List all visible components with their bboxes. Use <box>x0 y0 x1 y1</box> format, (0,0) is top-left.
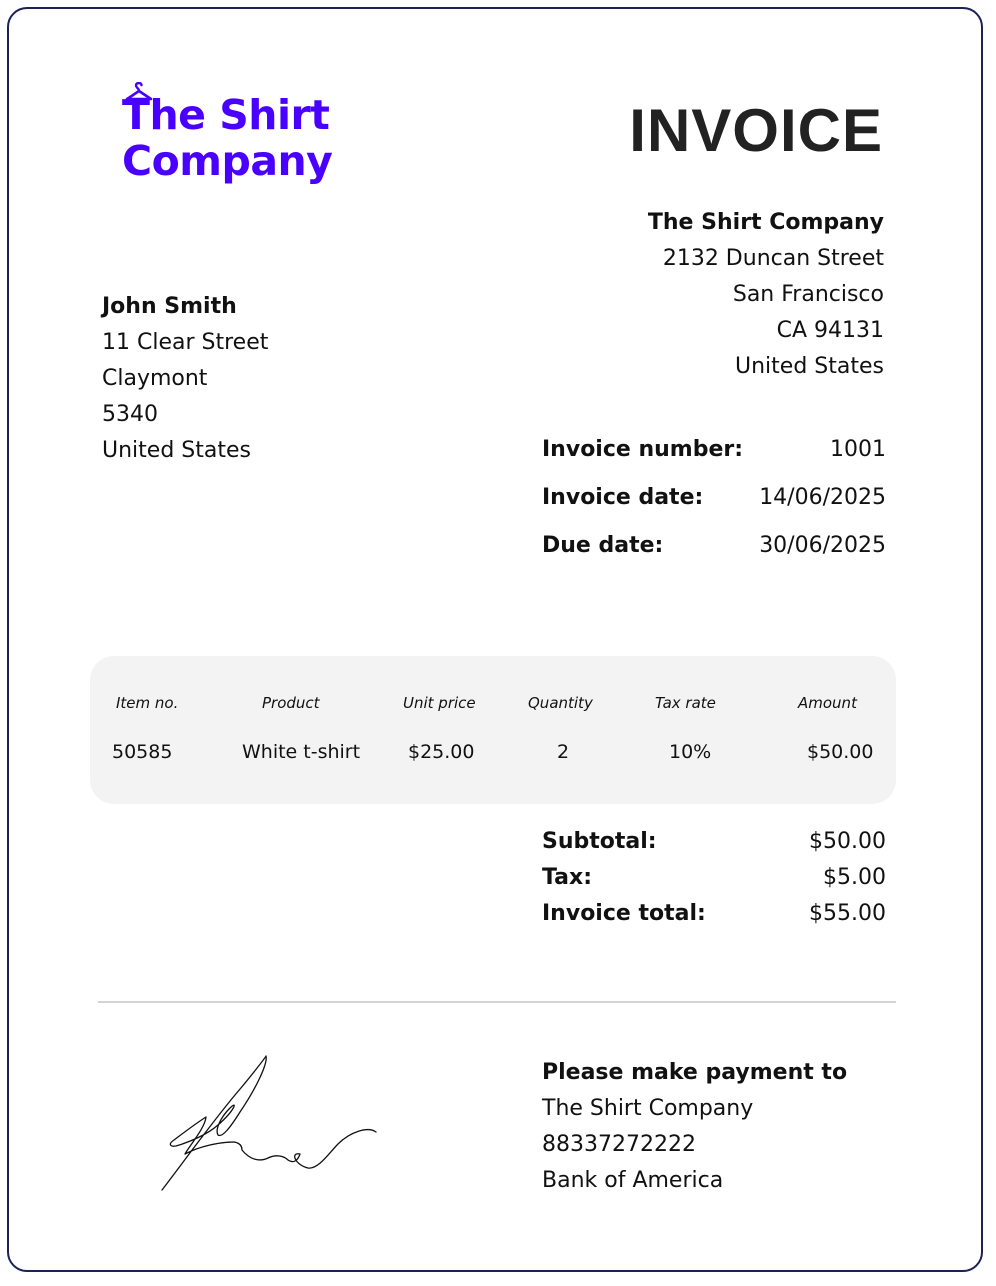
payment-account: 88337272222 <box>542 1132 696 1157</box>
signature <box>140 1050 390 1200</box>
header-item-no: Item no. <box>116 694 179 712</box>
invoice-number-value: 1001 <box>830 437 886 462</box>
document-title: INVOICE <box>629 97 883 164</box>
payment-heading: Please make payment to <box>542 1060 848 1085</box>
recipient-name: John Smith <box>102 294 237 319</box>
sender-street: 2132 Duncan Street <box>662 246 884 271</box>
cell-amount: $50.00 <box>807 741 874 763</box>
payment-details <box>542 1055 847 1199</box>
recipient-zip: 5340 <box>102 402 158 427</box>
cell-tax-rate: 10% <box>669 741 712 763</box>
logo-line-1: The Shirt <box>122 91 330 139</box>
logo-line-2: Company <box>122 137 333 185</box>
sender-country: United States <box>735 354 884 379</box>
recipient-country: United States <box>102 438 251 463</box>
due-date-value: 30/06/2025 <box>759 533 886 558</box>
total-row <box>542 898 886 934</box>
invoice-date-value: 14/06/2025 <box>759 485 886 510</box>
subtotal-value: $50.00 <box>809 829 886 854</box>
sender-city: San Francisco <box>732 282 884 307</box>
subtotal-row <box>542 826 886 862</box>
header-tax-rate: Tax rate <box>655 694 716 712</box>
tax-row <box>542 862 886 898</box>
cell-product: White t-shirt <box>242 741 361 763</box>
payment-bank: Bank of America <box>542 1168 724 1193</box>
subtotal-label: Subtotal: <box>542 829 657 854</box>
invoice-date-row <box>542 480 886 528</box>
tax-value: $5.00 <box>823 865 886 890</box>
divider <box>98 1001 896 1003</box>
sender-state-zip: CA 94131 <box>776 318 884 343</box>
header-product: Product <box>262 694 320 712</box>
header-unit-price: Unit price <box>403 694 476 712</box>
invoice-number-label: Invoice number: <box>542 437 744 462</box>
payment-payee: The Shirt Company <box>542 1096 754 1121</box>
cell-item-no: 50585 <box>112 741 173 763</box>
total-label: Invoice total: <box>542 901 706 926</box>
invoice-date-label: Invoice date: <box>542 485 704 510</box>
cell-quantity: 2 <box>557 741 570 763</box>
sender-address <box>648 205 884 385</box>
invoice-meta <box>542 432 886 576</box>
tax-label: Tax: <box>542 865 593 890</box>
recipient-street: 11 Clear Street <box>102 330 269 355</box>
recipient-address <box>102 289 268 469</box>
logo-wordmark <box>122 92 332 184</box>
company-logo <box>122 82 352 192</box>
sender-name: The Shirt Company <box>647 210 884 235</box>
due-date-label: Due date: <box>542 533 664 558</box>
invoice-number-row <box>542 432 886 480</box>
recipient-city: Claymont <box>102 366 208 391</box>
header-quantity: Quantity <box>528 694 593 712</box>
invoice-totals <box>542 826 886 934</box>
line-items-table <box>90 656 896 804</box>
cell-unit-price: $25.00 <box>408 741 475 763</box>
header-amount: Amount <box>798 694 857 712</box>
total-value: $55.00 <box>809 901 886 926</box>
due-date-row <box>542 528 886 576</box>
